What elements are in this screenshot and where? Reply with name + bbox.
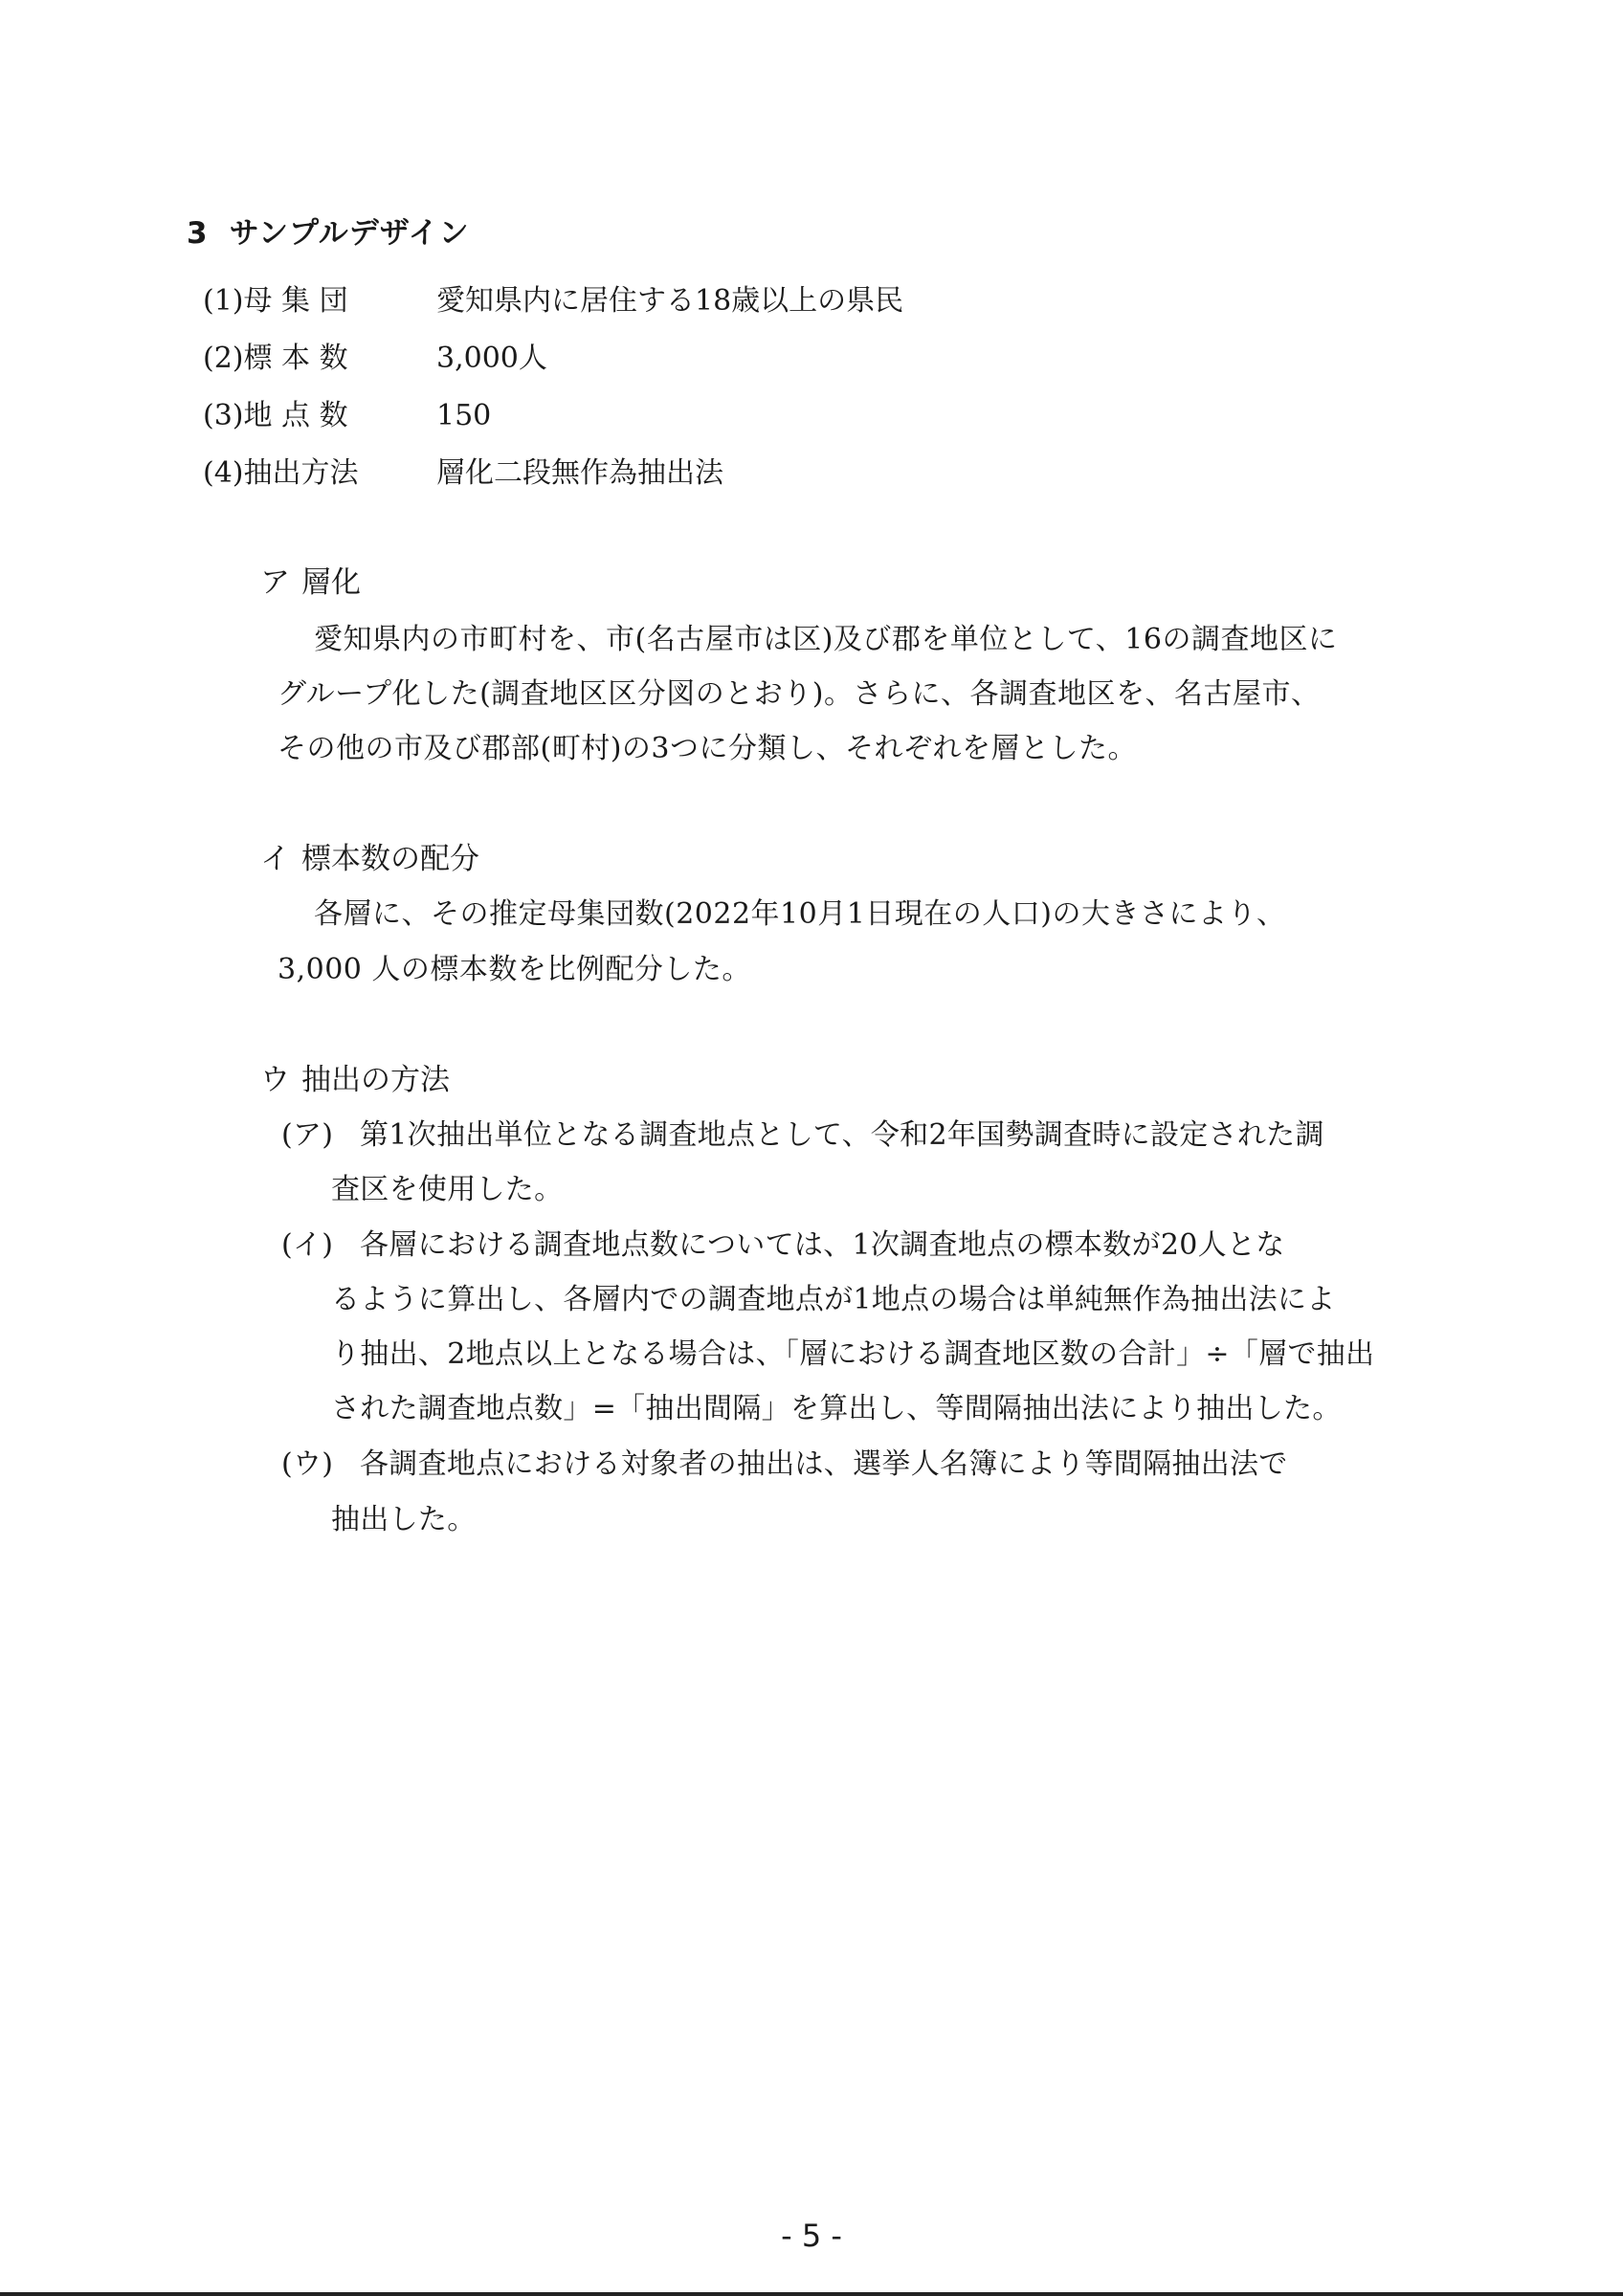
spec-label: (2)標 本 数 — [203, 342, 348, 375]
spec-row-method — [203, 454, 723, 493]
paragraph-line: その他の市及び郡部(町村)の3つに分類し、それぞれを層とした。 — [278, 732, 1137, 765]
list-item-mark: (ウ) — [281, 1447, 334, 1481]
list-item-text: 各層における調査地点数については、1次調査地点の標本数が20人とな — [360, 1228, 1285, 1262]
subsection-mark: ア — [260, 565, 290, 600]
subsection-mark: ウ — [260, 1063, 290, 1097]
list-item-mark: (イ) — [281, 1228, 334, 1262]
subsection-label: 抽出の方法 — [301, 1063, 450, 1097]
list-item-first-line — [281, 1440, 1288, 1482]
list-item-continuation: り抽出、2地点以上となる場合は、「層における調査地区数の合計」÷「層で抽出 — [331, 1337, 1375, 1371]
spec-value: 3,000人 — [436, 342, 547, 375]
paragraph-line: 3,000 人の標本数を比例配分した。 — [278, 953, 751, 986]
spec-row-sites — [203, 397, 491, 435]
list-item-continuation: された調査地点数」=「抽出間隔」を算出し、等間隔抽出法により抽出した。 — [331, 1392, 1342, 1425]
subsection-title-extraction — [260, 1055, 450, 1098]
spec-value: 150 — [436, 399, 492, 432]
spec-label: (4)抽出方法 — [203, 456, 359, 490]
spec-label: (3)地 点 数 — [203, 399, 348, 432]
subsection-label: 標本数の配分 — [301, 842, 479, 876]
section-title: サンプルデザイン — [229, 216, 470, 251]
spec-row-population — [203, 282, 903, 320]
list-item-continuation: 査区を使用した。 — [331, 1173, 564, 1206]
paragraph-line: 愛知県内の市町村を、市(名古屋市は区)及び郡を単位として、16の調査地区に — [314, 623, 1338, 656]
subsection-title-allocation — [260, 834, 479, 877]
list-item-mark: (ア) — [281, 1118, 334, 1152]
list-item-first-line — [281, 1111, 1324, 1153]
section-number: 3 — [187, 216, 209, 251]
list-item-continuation: 抽出した。 — [331, 1503, 477, 1536]
list-item-text: 第1次抽出単位となる調査地点として、令和2年国勢調査時に設定された調 — [360, 1118, 1324, 1152]
section-heading — [187, 209, 470, 252]
subsection-title-stratification — [260, 558, 361, 601]
list-item-text: 各調査地点における対象者の抽出は、選挙人名簿により等間隔抽出法で — [360, 1447, 1288, 1481]
subsection-label: 層化 — [301, 565, 361, 600]
subsection-mark: イ — [260, 842, 290, 876]
list-item-first-line — [281, 1221, 1285, 1263]
page-number: - 5 - — [781, 2218, 842, 2254]
page-bottom-border — [0, 2292, 1623, 2296]
paragraph-line: 各層に、その推定母集団数(2022年10月1日現在の人口)の大きさにより、 — [314, 897, 1286, 931]
spec-value: 愛知県内に居住する18歳以上の県民 — [436, 284, 904, 318]
spec-label: (1)母 集 団 — [203, 284, 348, 318]
list-item-continuation: るように算出し、各層内での調査地点が1地点の場合は単純無作為抽出法によ — [331, 1283, 1336, 1316]
spec-value: 層化二段無作為抽出法 — [436, 456, 723, 490]
paragraph-line: グループ化した(調査地区区分図のとおり)。さらに、各調査地区を、名古屋市、 — [278, 677, 1321, 711]
spec-row-sample-size — [203, 340, 547, 378]
